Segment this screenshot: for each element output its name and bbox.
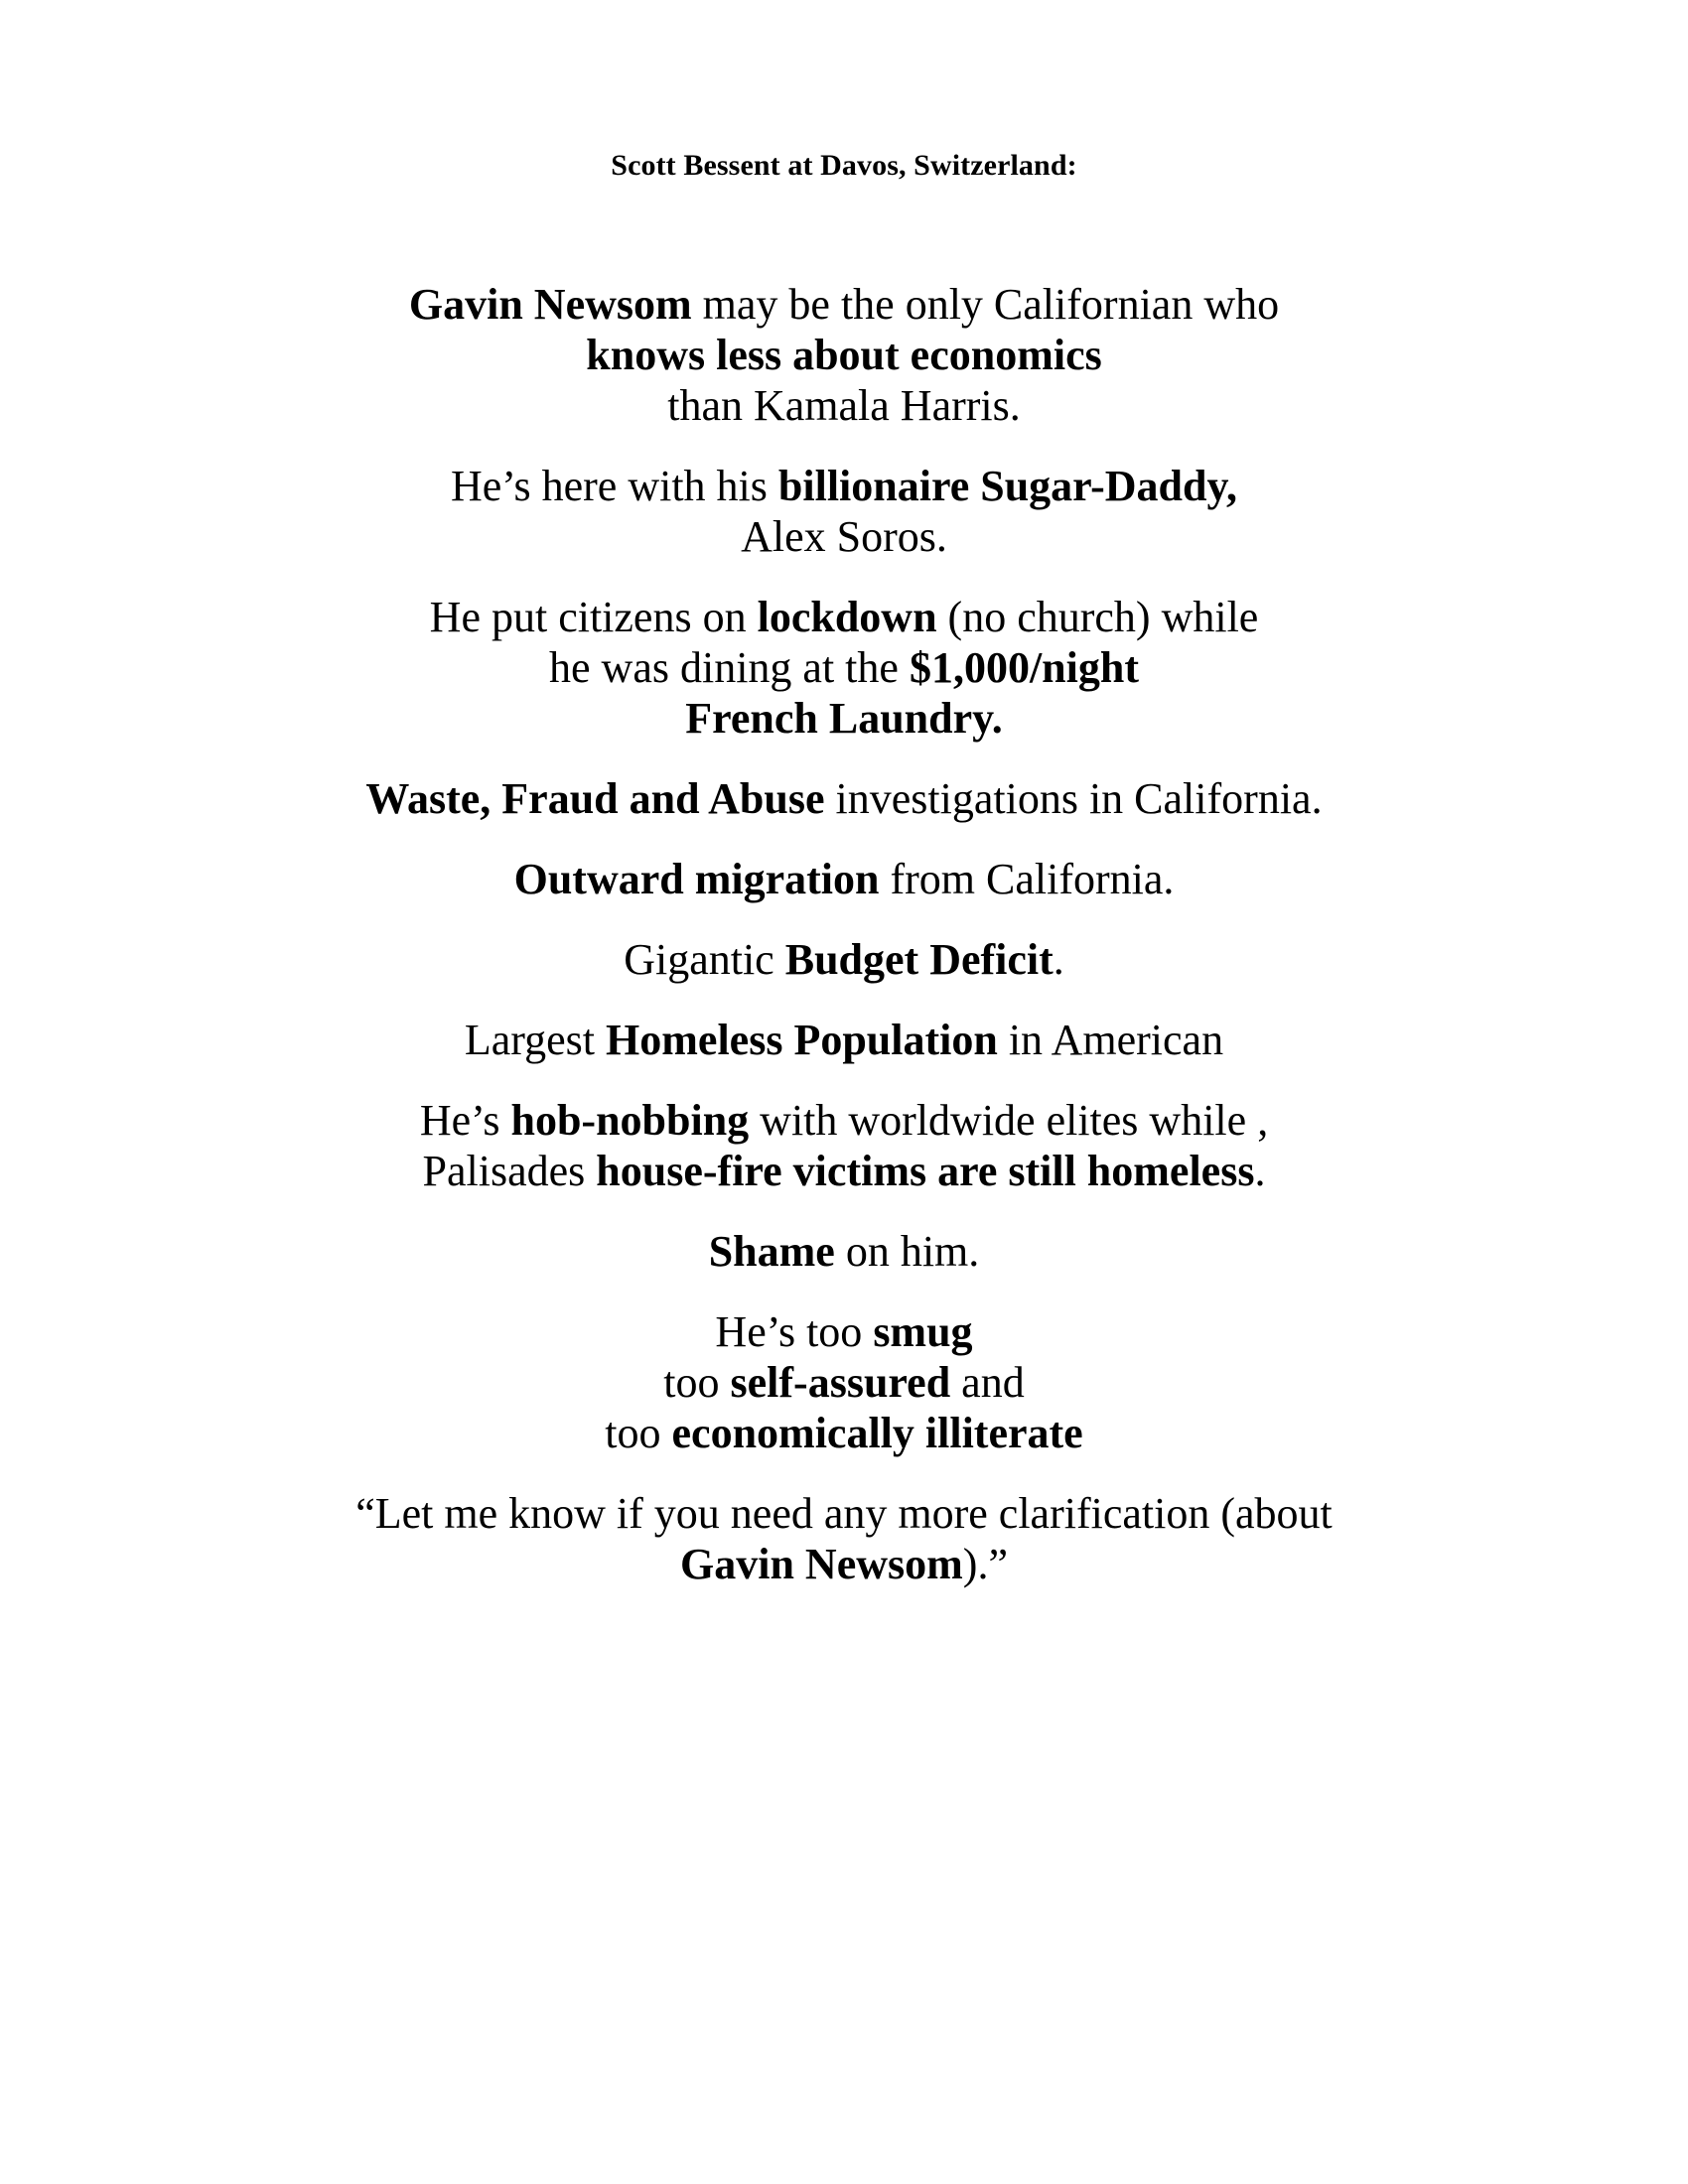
text-run-bold: Gavin Newsom	[408, 279, 692, 329]
text-run-bold: lockdown	[757, 592, 937, 641]
text-line	[149, 1357, 1539, 1408]
text-run-regular: ).”	[962, 1540, 1008, 1589]
text-run-regular: with worldwide elites while ,	[749, 1095, 1269, 1145]
text-line	[149, 380, 1539, 431]
text-run-regular: from California.	[879, 854, 1175, 903]
text-run-regular: than Kamala Harris.	[667, 380, 1021, 430]
text-line	[149, 1539, 1539, 1589]
text-run-regular: Alex Soros.	[741, 511, 947, 561]
p-waste-fraud-abuse	[149, 773, 1539, 824]
text-run-regular: Largest	[464, 1015, 607, 1064]
p-clarification	[149, 1488, 1539, 1589]
text-line	[149, 934, 1539, 985]
text-run-regular: may be the only Californian who	[691, 279, 1280, 329]
text-run-regular: (no church) while	[936, 592, 1259, 641]
document-body	[149, 279, 1539, 1590]
p-smug	[149, 1306, 1539, 1458]
page-title: Scott Bessent at Davos, Switzerland:	[611, 149, 1077, 182]
text-run-regular: investigations in California.	[824, 773, 1323, 823]
text-run-regular: and	[950, 1358, 1025, 1407]
text-line	[149, 1306, 1539, 1357]
text-run-regular: on him.	[834, 1226, 980, 1276]
text-run-regular: he was dining at the	[549, 642, 910, 692]
text-run-regular: He’s here with his	[450, 461, 778, 510]
text-line	[149, 773, 1539, 824]
p-homeless-population	[149, 1015, 1539, 1065]
text-line	[149, 330, 1539, 380]
text-line	[149, 1015, 1539, 1065]
text-run-bold: $1,000/night	[909, 642, 1139, 692]
p-lockdown	[149, 592, 1539, 744]
text-run-regular: He’s too	[715, 1306, 874, 1356]
text-run-regular: He put citizens on	[429, 592, 758, 641]
p-hob-nobbing	[149, 1095, 1539, 1196]
text-line	[149, 511, 1539, 562]
text-line	[149, 1488, 1539, 1539]
p-budget-deficit	[149, 934, 1539, 985]
text-run-regular: too	[663, 1358, 731, 1407]
text-run-bold: self-assured	[730, 1358, 951, 1407]
text-line	[149, 279, 1539, 330]
text-run-regular: in American	[997, 1015, 1224, 1064]
text-line	[149, 1146, 1539, 1196]
text-line	[149, 642, 1539, 693]
text-run-bold: house-fire victims are still homeless	[596, 1146, 1255, 1195]
text-line	[149, 1226, 1539, 1277]
text-run-bold: Homeless Population	[606, 1015, 998, 1064]
text-line	[149, 1408, 1539, 1458]
text-run-regular: He’s	[419, 1095, 511, 1145]
text-line	[149, 854, 1539, 904]
text-line	[149, 1095, 1539, 1146]
text-run-bold: Budget Deficit	[784, 934, 1054, 984]
text-line	[149, 461, 1539, 511]
text-run-bold: knows less about economics	[586, 330, 1102, 379]
text-run-bold: billionaire Sugar-Daddy,	[777, 461, 1238, 510]
text-run-bold: economically illiterate	[671, 1409, 1083, 1458]
text-run-bold: Outward migration	[513, 854, 880, 903]
text-run-regular: too	[605, 1409, 672, 1458]
text-run-bold: Shame	[708, 1226, 835, 1276]
text-run-bold: French Laundry.	[685, 693, 1003, 743]
p-newsom-economics	[149, 279, 1539, 431]
text-run-regular: “Let me know if you need any more clarification (about	[355, 1489, 1333, 1539]
text-run-regular: .	[1053, 934, 1064, 984]
text-run-regular: Gigantic	[624, 934, 785, 984]
text-run-bold: smug	[873, 1306, 973, 1356]
text-run-bold: Waste, Fraud and Abuse	[365, 773, 825, 823]
p-sugar-daddy	[149, 461, 1539, 562]
p-shame	[149, 1226, 1539, 1277]
text-run-bold: Gavin Newsom	[680, 1540, 963, 1589]
p-outward-migration	[149, 854, 1539, 904]
text-line	[149, 592, 1539, 642]
text-run-regular: Palisades	[422, 1146, 597, 1195]
text-run-bold: hob-nobbing	[510, 1095, 750, 1145]
text-line	[149, 693, 1539, 744]
text-run-regular: .	[1254, 1146, 1266, 1195]
